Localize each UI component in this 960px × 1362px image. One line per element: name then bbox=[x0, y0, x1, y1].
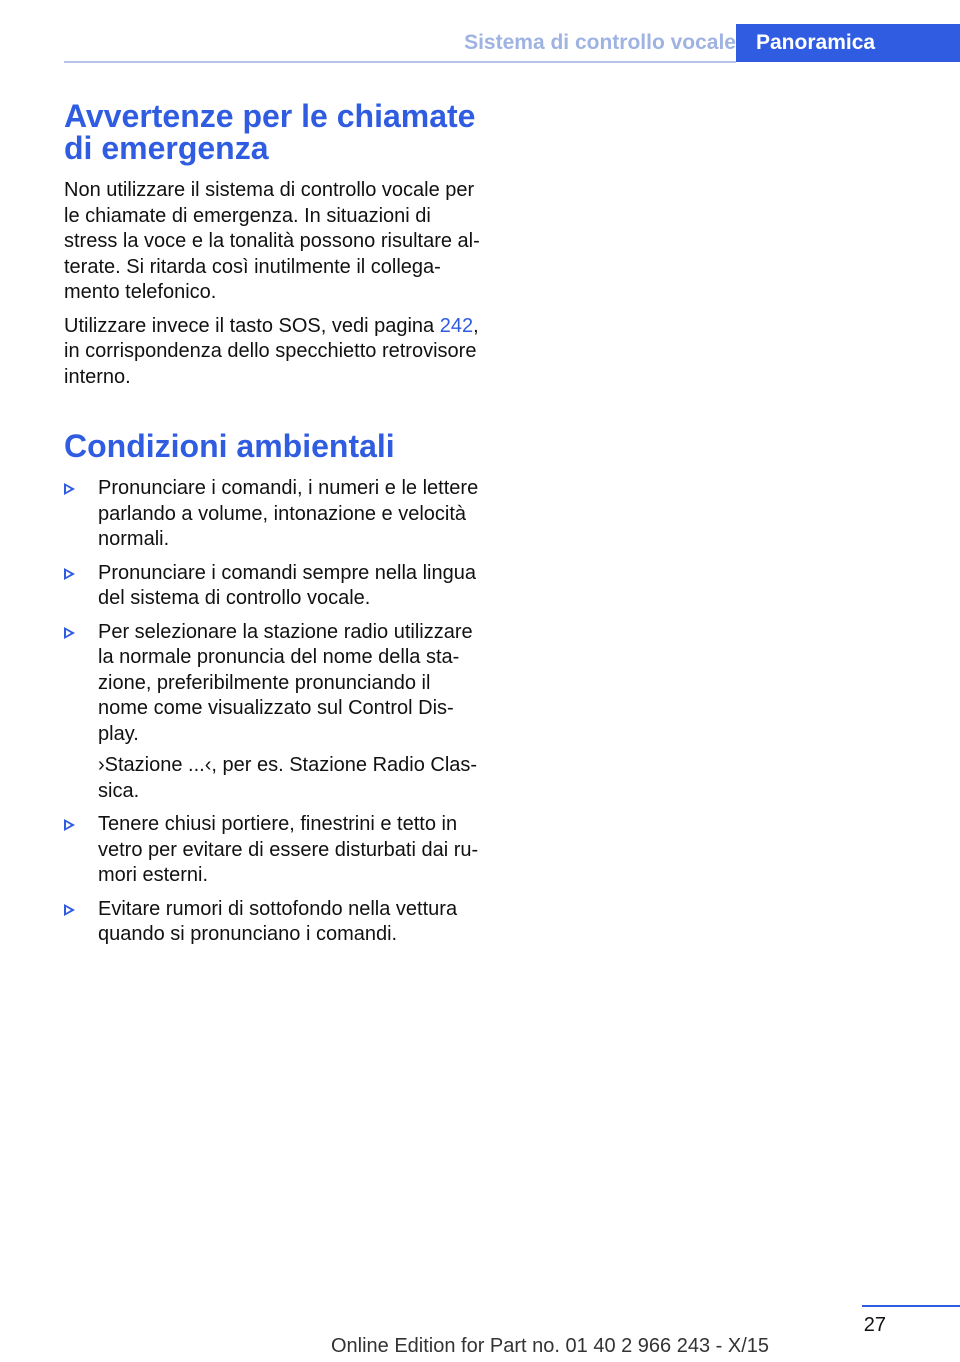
list-item bbox=[64, 812, 484, 889]
page-number: 27 bbox=[863, 1314, 886, 1336]
page-link-242[interactable]: 242 bbox=[439, 314, 474, 337]
header-divider bbox=[64, 61, 736, 63]
triangle-bullet-icon bbox=[64, 483, 75, 495]
list-item-text: Per selezionare la stazione radio utilizzare la normale pronuncia del nome della sta-zione, preferibilmente pronunciando il nome come visualizzato sul Control Dis-play. bbox=[98, 620, 473, 745]
list-item-text: Evitare rumori di sottofondo nella vettura quando si pronunciano i comandi. bbox=[98, 897, 458, 945]
triangle-bullet-icon bbox=[64, 819, 75, 831]
heading-emergency: Avvertenze per le chiamate di emergenza bbox=[64, 98, 476, 166]
paragraph-emergency-2-end: , in corrispondenza dello specchietto retrovisore interno. bbox=[64, 314, 479, 388]
footer-edition: Online Edition for Part no. 01 40 2 966 243 - X/15 bbox=[330, 1335, 770, 1357]
list-item bbox=[64, 476, 484, 553]
list-item bbox=[64, 897, 484, 948]
list-item-text: Pronunciare i comandi sempre nella lingua del sistema di controllo vocale. bbox=[98, 561, 476, 609]
list-item-example: ›Stazione ...‹, per es. Stazione Radio Clas-sica. bbox=[98, 754, 478, 802]
footer-divider bbox=[862, 1305, 960, 1307]
paragraph-emergency-2-start: Utilizzare invece il tasto SOS, vedi pagina bbox=[64, 314, 440, 337]
list-item bbox=[64, 620, 484, 805]
triangle-bullet-icon bbox=[64, 904, 75, 916]
heading-conditions: Condizioni ambientali bbox=[64, 428, 395, 464]
paragraph-emergency-2 bbox=[64, 314, 484, 391]
list-item bbox=[64, 561, 484, 612]
list-item-text: Tenere chiusi portiere, finestrini e tetto in vetro per evitare di essere disturbati dai ru-mori esterni. bbox=[98, 813, 479, 886]
header-tab-panoramica: Panoramica bbox=[736, 24, 960, 62]
list-item-text: Pronunciare i comandi, i numeri e le lettere parlando a volume, intonazione e velocità normali. bbox=[98, 477, 479, 550]
conditions-list bbox=[64, 476, 484, 948]
paragraph-emergency-1: Non utilizzare il sistema di controllo vocale per le chiamate di emergenza. In situazioni di stress la voce e la tonalità possono risultare al-terate. Si ritarda così inutilmente il collega-mento telefonico. bbox=[64, 179, 480, 303]
triangle-bullet-icon bbox=[64, 627, 75, 639]
triangle-bullet-icon bbox=[64, 568, 75, 580]
page-content bbox=[64, 100, 484, 956]
header-section-title: Sistema di controllo vocale bbox=[464, 31, 736, 54]
